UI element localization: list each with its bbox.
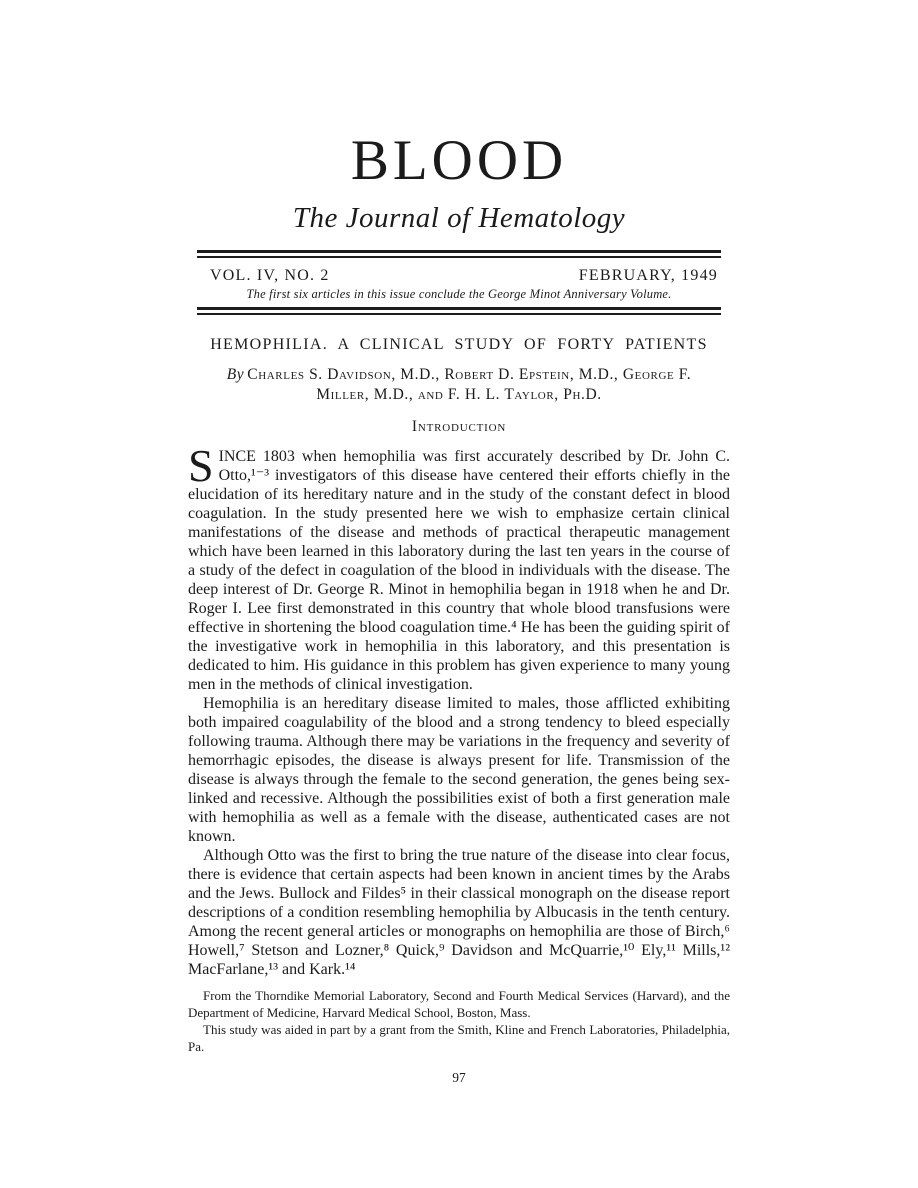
journal-masthead-title: BLOOD (350, 129, 568, 192)
volume-issue-label: VOL. IV, NO. 2 (210, 267, 330, 284)
body-paragraph-1: SINCE 1803 when hemophilia was first accurately described by Dr. John C. Otto,¹⁻³ investigators of this disease have centered their efforts chiefly in the elucidation of its hereditary nature and in the study of the constant defect in blood coagulation. In the study presented here we wish to emphasize certain clinical manifestations of the disease and methods of practical therapeutic management which have been learned in this laboratory during the last ten years in the course of a study of the defect in coagulation of the blood in individuals with the disease. The deep interest of Dr. George R. Minot in hemophilia began in 1918 when he and Dr. Roger I. Lee first demonstrated in this country that whole blood transfusions were effective in shortening the blood coagulation time.⁴ He has been the guiding spirit of the investigative work in hemophilia in this laboratory, and this presentation is dedicated to him. His guidance in this problem has given experience to many young men in the methods of clinical investigation. (188, 440, 730, 693)
footnotes-block (188, 987, 730, 1055)
body-paragraph-2: Hemophilia is an hereditary disease limited to males, those afflicted exhibiting both impaired coagulability of the blood and a strong tendency to bleed especially following trauma. Although there may be variations in the frequency and severity of hemorrhagic episodes, the disease is always present for life. Transmission of the disease is always through the female to the second generation, the genes being sex-linked and recessive. Although the possibilities exist of both a first generation male with hemophilia as well as a female with the disease, authenticated cases are not known. (188, 695, 730, 845)
footnote-affiliation: From the Thorndike Memorial Laboratory, Second and Fourth Medical Services (Harvard), and the Department of Medicine, Harvard Medical School, Boston, Mass. (188, 988, 730, 1020)
page-content-column (188, 0, 730, 1086)
article-title: HEMOPHILIA. A CLINICAL STUDY OF FORTY PATIENTS (210, 336, 708, 353)
anniversary-note: The first six articles in this issue conclude the George Minot Anniversary Volume. (246, 287, 672, 301)
header-divider-rule-bottom (197, 307, 721, 315)
byline-by-label: By (226, 366, 245, 383)
header-divider-rule-top (197, 250, 721, 258)
volume-date-row (188, 267, 730, 285)
page-number: 97 (452, 1070, 466, 1085)
journal-subtitle: The Journal of Hematology (292, 202, 626, 234)
byline-line-1 (188, 365, 730, 385)
byline-authors-line1: Charles S. Davidson, M.D., Robert D. Epstein, M.D., George F. (247, 366, 692, 383)
body-paragraph-3: Although Otto was the first to bring the true nature of the disease into clear focus, there is evidence that certain aspects had been known in ancient times by the Arabs and the Jews. Bullock and Fildes⁵ in their classical monograph on the disease report descriptions of a condition resembling hemophilia by Albucasis in the tenth century. Among the recent general articles or monographs on hemophilia are those of Birch,⁶ Howell,⁷ Stetson and Lozner,⁸ Quick,⁹ Davidson and McQuarrie,¹⁰ Ely,¹¹ Mills,¹² MacFarlane,¹³ and Kark.¹⁴ (188, 847, 730, 978)
section-heading-introduction: Introduction (411, 418, 507, 435)
issue-date-label: FEBRUARY, 1949 (578, 267, 718, 284)
byline-authors-line2: Miller, M.D., and F. H. L. Taylor, Ph.D. (316, 386, 602, 403)
footnote-grant: This study was aided in part by a grant from the Smith, Kline and French Laboratories, Philadelphia, Pa. (188, 1022, 730, 1054)
byline (188, 365, 730, 405)
